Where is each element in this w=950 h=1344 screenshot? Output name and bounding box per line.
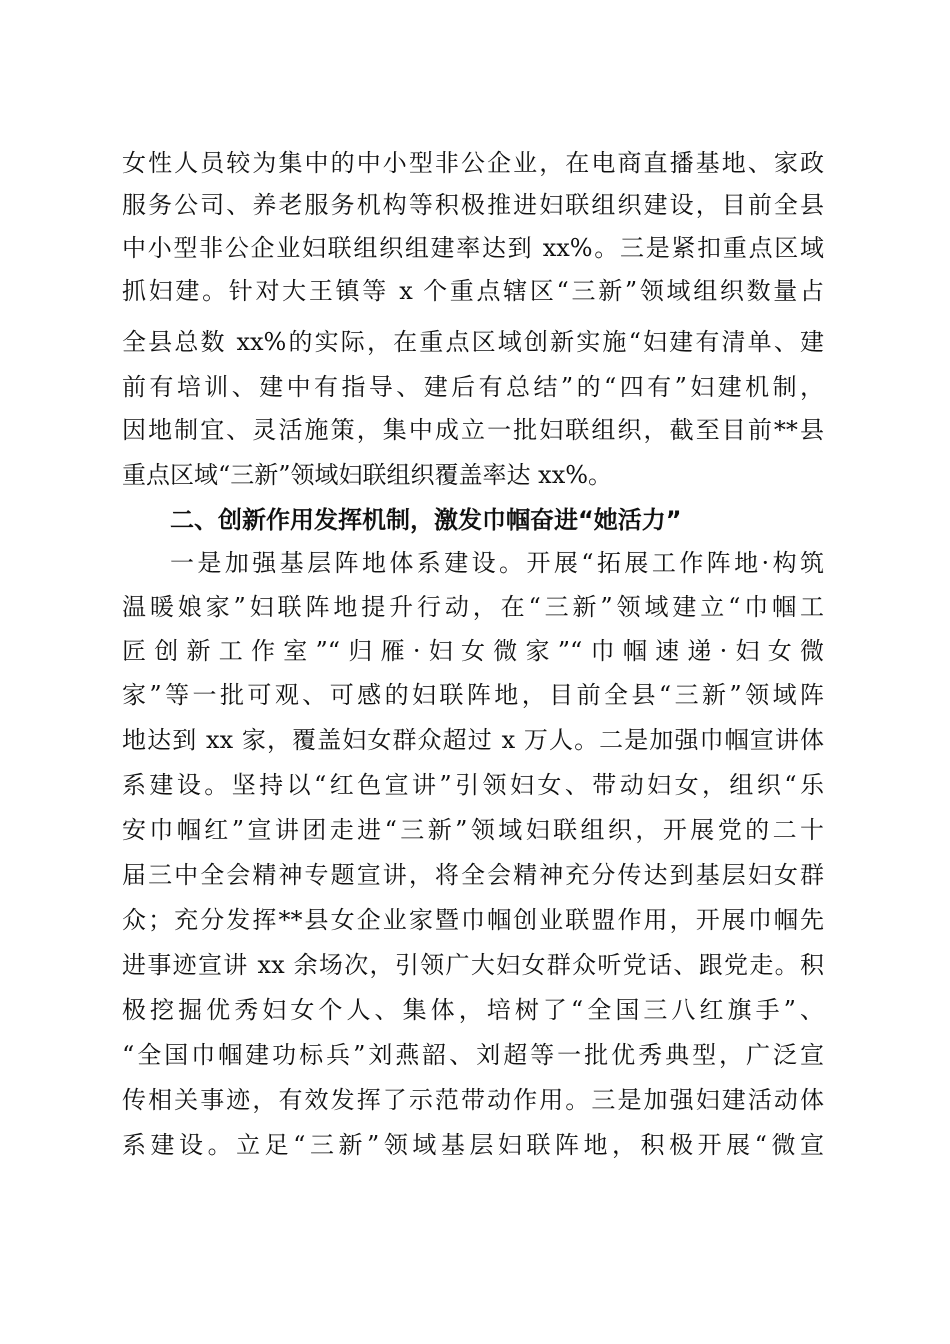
- text-line: “全国巾帼建功标兵”刘燕韶、刘超等一批优秀典型，广泛宣: [122, 1041, 824, 1069]
- section-heading: 二、创新作用发挥机制，激发巾帼奋进“她活力”: [170, 506, 682, 534]
- text-line: 家”等一批可观、可感的妇联阵地，目前全县“三新”领域阵: [122, 681, 824, 709]
- text-line: 进事迹宣讲 xx 余场次，引领广大妇女群众听党话、跟党走。积: [122, 951, 824, 979]
- text-line: 系建设。立足“三新”领域基层妇联阵地，积极开展“微宣: [122, 1131, 824, 1159]
- text-line: 温暖娘家”妇联阵地提升行动，在“三新”领域建立“巾帼工: [122, 593, 824, 621]
- text-line: 系建设。坚持以“红色宣讲”引领妇女、带动妇女，组织“乐: [122, 771, 824, 799]
- text-line: 地达到 xx 家，覆盖妇女群众超过 x 万人。二是加强巾帼宣讲体: [122, 726, 824, 754]
- text-line: 一是加强基层阵地体系建设。开展“拓展工作阵地·构筑: [170, 549, 824, 577]
- text-line: 重点区域“三新”领域妇联组织覆盖率达 xx%。: [122, 461, 613, 489]
- text-line: 抓妇建。针对大王镇等 x 个重点辖区“三新”领域组织数量占: [122, 277, 824, 305]
- text-line: 中小型非公企业妇联组织组建率达到 xx%。三是紧扣重点区域: [122, 234, 824, 262]
- text-line: 众；充分发挥**县女企业家暨巾帼创业联盟作用，开展巾帼先: [122, 906, 824, 934]
- text-line: 极挖掘优秀妇女个人、集体，培树了“全国三八红旗手”、: [122, 996, 824, 1024]
- text-line: 前有培训、建中有指导、建后有总结”的“四有”妇建机制，: [122, 373, 824, 401]
- text-line: 因地制宜、灵活施策，集中成立一批妇联组织，截至目前**县: [122, 416, 824, 444]
- text-line: 匠创新工作室”“归雁·妇女微家”“巾帼速递·妇女微: [122, 637, 824, 665]
- text-line: 届三中全会精神专题宣讲，将全会精神充分传达到基层妇女群: [122, 861, 824, 889]
- text-line: 安巾帼红”宣讲团走进“三新”领域妇联组织，开展党的二十: [122, 816, 824, 844]
- text-line: 传相关事迹，有效发挥了示范带动作用。三是加强妇建活动体: [122, 1086, 824, 1114]
- text-line: 服务公司、养老服务机构等积极推进妇联组织建设，目前全县: [122, 191, 824, 219]
- text-line: 女性人员较为集中的中小型非公企业，在电商直播基地、家政: [122, 149, 824, 177]
- text-line: 全县总数 xx%的实际，在重点区域创新实施“妇建有清单、建: [122, 328, 824, 356]
